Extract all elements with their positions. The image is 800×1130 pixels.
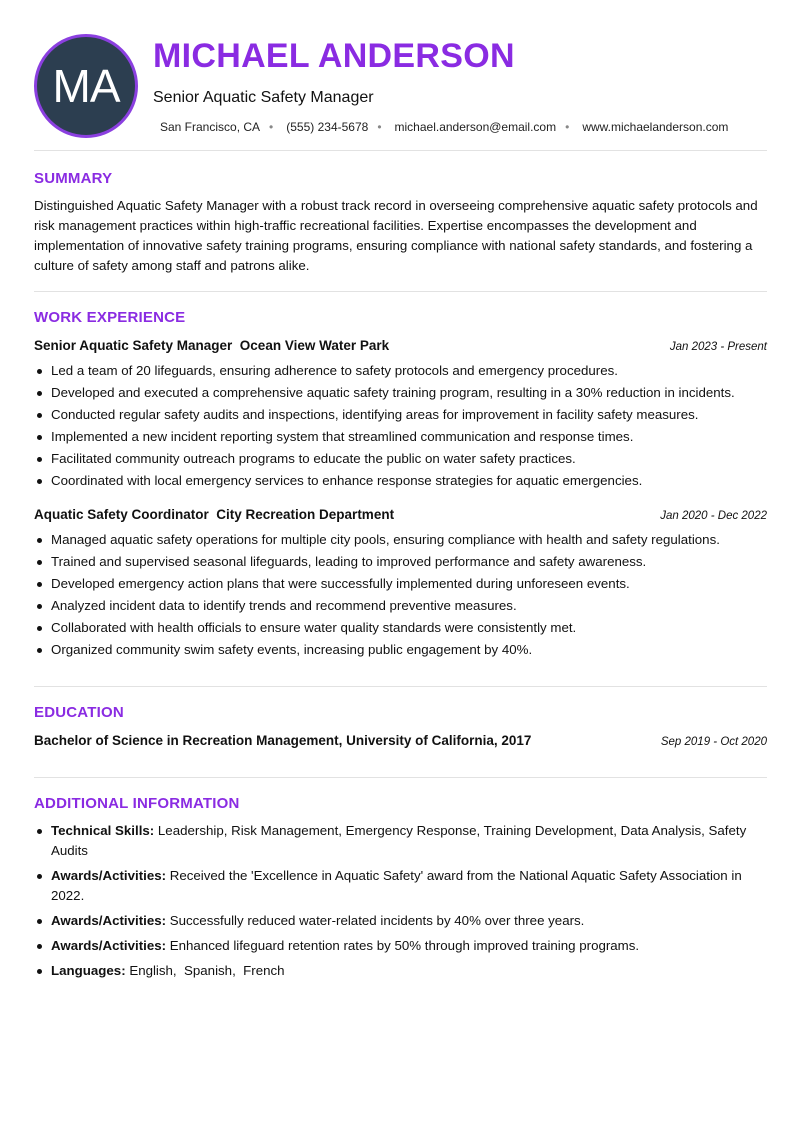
contact-location: San Francisco, CA <box>160 120 261 134</box>
item-label: Languages: <box>51 963 126 978</box>
separator-dot: • <box>565 120 570 134</box>
contact-phone: (555) 234-5678 <box>286 120 369 134</box>
list-item <box>34 961 754 981</box>
additional-heading: ADDITIONAL INFORMATION <box>34 795 240 812</box>
job-dates: Jan 2020 - Dec 2022 <box>660 510 767 522</box>
avatar-initials: MA <box>52 60 120 112</box>
candidate-name: MICHAEL ANDERSON <box>153 37 515 75</box>
item-text: Enhanced lifeguard retention rates by 50% through improved training programs. <box>166 938 640 953</box>
divider <box>34 150 767 151</box>
job-dates: Jan 2023 - Present <box>669 341 767 353</box>
job-title: Aquatic Safety Coordinator City Recreation Department <box>34 507 395 522</box>
separator-dot: • <box>377 120 382 134</box>
contact-info <box>160 120 728 134</box>
list-item: Collaborated with health officials to ensure water quality standards were consistently met. <box>34 618 774 640</box>
item-label: Technical Skills: <box>51 823 155 838</box>
list-item <box>34 821 754 861</box>
job-bullets <box>34 361 774 493</box>
list-item <box>34 866 754 906</box>
divider <box>34 291 767 292</box>
list-item: Led a team of 20 lifeguards, ensuring adherence to safety protocols and emergency procedures. <box>34 361 774 383</box>
item-text: English, Spanish, French <box>125 963 285 978</box>
list-item: Trained and supervised seasonal lifeguards, leading to improved performance and safety awareness. <box>34 552 774 574</box>
candidate-title: Senior Aquatic Safety Manager <box>153 89 374 106</box>
item-label: Awards/Activities: <box>51 938 167 953</box>
item-text: Leadership, Risk Management, Emergency Response, Training Development, Data Analysis, Safety Audits <box>51 823 747 858</box>
list-item: Analyzed incident data to identify trends and recommend preventive measures. <box>34 596 774 618</box>
list-item <box>34 911 754 931</box>
experience-heading: WORK EXPERIENCE <box>34 309 186 326</box>
job-header <box>34 338 767 353</box>
list-item: Facilitated community outreach programs to educate the public on water safety practices. <box>34 449 774 471</box>
list-item: Coordinated with local emergency services to enhance response strategies for aquatic emergencies. <box>34 471 774 493</box>
job-title: Senior Aquatic Safety Manager Ocean View Water Park <box>34 338 390 353</box>
job-bullets <box>34 530 774 662</box>
item-text: Successfully reduced water-related incidents by 40% over three years. <box>166 913 585 928</box>
summary-text: Distinguished Aquatic Safety Manager with a robust track record in overseeing comprehensive aquatic safety protocols and risk management practices within high-traffic recreational facilities. Expertise encompasses the development and implementation of innovative safety training programs, ensuring compliance with national safety standards, and fostering a culture of safety among staff and patrons alike. <box>34 198 758 273</box>
additional-list <box>34 821 754 986</box>
summary-heading: SUMMARY <box>34 170 113 187</box>
contact-website[interactable]: www.michaelanderson.com <box>582 120 729 134</box>
list-item: Developed emergency action plans that were successfully implemented during unforeseen events. <box>34 574 774 596</box>
divider <box>34 777 767 778</box>
education-dates: Sep 2019 - Oct 2020 <box>660 736 767 748</box>
contact-email[interactable]: michael.anderson@email.com <box>394 120 557 134</box>
list-item: Organized community swim safety events, increasing public engagement by 40%. <box>34 640 774 662</box>
job-header <box>34 507 767 522</box>
item-label: Awards/Activities: <box>51 913 167 928</box>
list-item: Developed and executed a comprehensive aquatic safety training program, resulting in a 30% reduction in incidents. <box>34 383 774 405</box>
list-item: Managed aquatic safety operations for multiple city pools, ensuring compliance with health and safety regulations. <box>34 530 774 552</box>
degree: Bachelor of Science in Recreation Management, University of California, 2017 <box>34 733 532 748</box>
list-item: Conducted regular safety audits and inspections, identifying areas for improvement in facility safety measures. <box>34 405 774 427</box>
item-label: Awards/Activities: <box>51 868 167 883</box>
divider <box>34 686 767 687</box>
list-item: Implemented a new incident reporting system that streamlined communication and response times. <box>34 427 774 449</box>
education-heading: EDUCATION <box>34 704 124 721</box>
item-text: Received the 'Excellence in Aquatic Safety' award from the National Aquatic Safety Association in 2022. <box>51 868 742 903</box>
education-entry <box>34 733 767 748</box>
avatar <box>34 34 138 138</box>
separator-dot: • <box>269 120 274 134</box>
list-item <box>34 936 754 956</box>
